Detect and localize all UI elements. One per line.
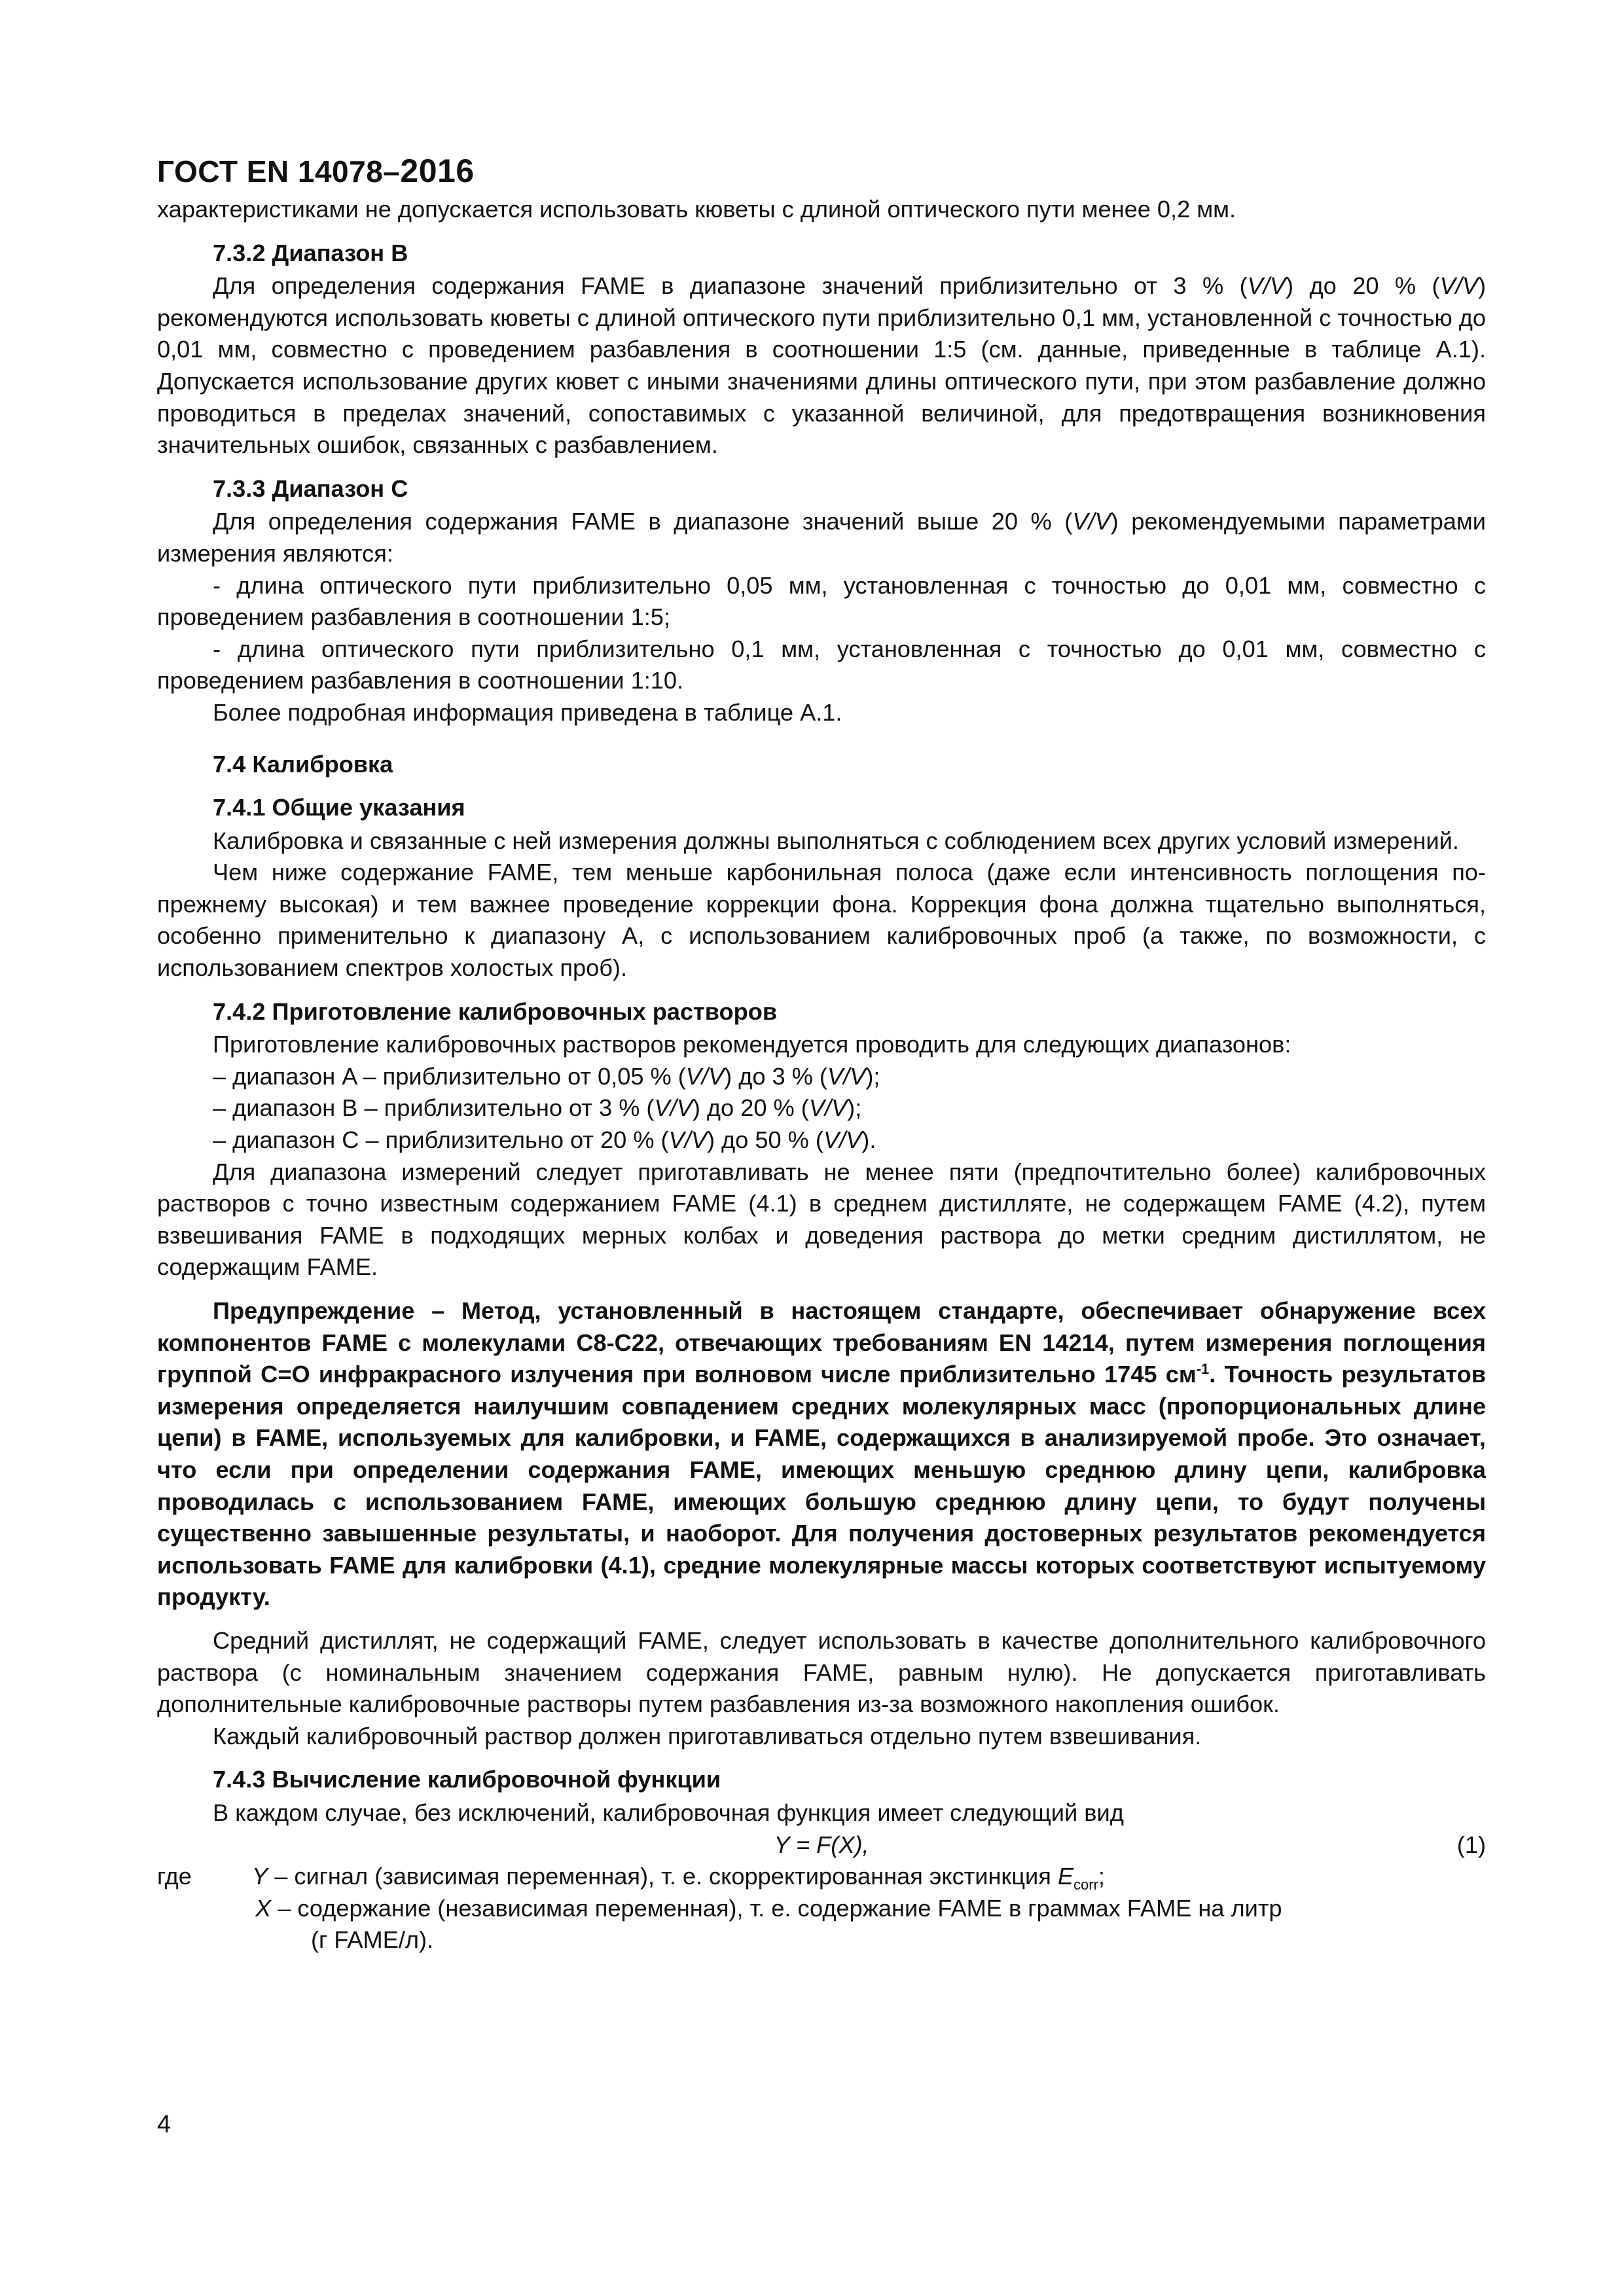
formula-expression: Y = F(X),: [774, 1831, 869, 1858]
formula-number: (1): [1456, 1831, 1486, 1858]
document-header: [157, 152, 475, 190]
unit-vv: V/V: [808, 1094, 848, 1122]
legend-y-e: E: [1057, 1863, 1074, 1890]
legend-y-sub: corr: [1074, 1876, 1098, 1893]
unit-vv: V/V: [654, 1094, 693, 1122]
legend-x-continuation: (г FAME/л).: [311, 1926, 434, 1954]
unit-vv: V/V: [1247, 272, 1286, 300]
legend-row-y: [157, 1861, 1486, 1893]
formula-legend: [157, 1861, 1486, 1956]
unit-vv: V/V: [827, 1062, 866, 1090]
paragraph-7-4-1-b: Чем ниже содержание FAME, тем меньше карбонильная полоса (даже если интенсивность поглощения по-прежнему высокая) и тем важнее проведение коррекции фона. Коррекция фона должна тщательно выполняться, особенно применительно к диапазону A, с использованием калибровочных проб (а также, по возможности, с использованием спектров холостых проб).: [157, 859, 1486, 982]
doc-year: 2016: [400, 152, 475, 189]
list-item-range-b: – диапазон B – приблизительно от 3 % (V/V) до 20 % (V/V);: [213, 1094, 862, 1122]
warning-text-start: Предупреждение – Метод, установленный в настоящем стандарте, обеспечивает обнаружение всех компонентов FAME с молекулами C8-C22, отвечающих требованиям EN 14214, путем измерения поглощения группой C=O инфракрасного излучения при волновом числе приблизительно 1745 см: [157, 1297, 1486, 1388]
unit-vv: V/V: [823, 1126, 862, 1154]
warning-text-end: . Точность результатов измерения определяется наилучшим совпадением средних молекулярных масс (пропорциональных длине цепи) в FAME, используемых для калибровки, и FAME, содержащихся в анализируемой пробе. Это означает, что если при определении содержания FAME, имеющих меньшую среднюю длину цепи, калибровка проводилась с использованием FAME, имеющих большую среднюю длину цепи, то будут получены существенно завышенные результаты, и наоборот. Для получения достоверных результатов рекомендуется использовать FAME для калибровки (4.1), средние молекулярные массы которых соответствуют испытуемому продукту.: [157, 1361, 1486, 1611]
warning-paragraph: [157, 1295, 1486, 1613]
legend-y-text: – сигнал (зависимая переменная), т. е. скорректированная экстинкция: [268, 1863, 1058, 1890]
legend-where-word: где: [157, 1863, 192, 1890]
document-body: [157, 194, 1486, 1956]
page-number: 4: [157, 2111, 171, 2138]
section-heading-7-4-2: 7.4.2 Приготовление калибровочных растворов: [213, 997, 778, 1025]
paragraph-7-3-2: Для определения содержания FAME в диапазоне значений приблизительно от 3 % (V/V) до 20 % (V/V) рекомендуются использовать кюветы с длиной оптического пути приблизительно 0,1 мм, установленной с точностью до 0,01 мм, совместно с проведением разбавления в соотношении 1:5 (см. данные, приведенные в таблице A.1). Допускается использование других кювет с иными значениями длины оптического пути, при этом разбавление должно проводиться в пределах значений, сопоставимых с указанной величиной, для предотвращения возникновения значительных ошибок, связанных с разбавлением.: [157, 272, 1486, 459]
section-heading-7-3-2: 7.3.2 Диапазон B: [213, 239, 408, 266]
warning-superscript: -1: [1196, 1361, 1210, 1378]
paragraph-7-4-2-intro: Приготовление калибровочных растворов рекомендуется проводить для следующих диапазонов:: [213, 1031, 1291, 1058]
paragraph-7-4-2-blank: Средний дистиллят, не содержащий FAME, следует использовать в качестве дополнительного калибровочного раствора (с номинальным значением содержания FAME, равным нулю). Не допускается приготавливать дополнительные калибровочные растворы путем разбавления из-за возможного накопления ошибок.: [157, 1626, 1486, 1718]
formula-1: [157, 1829, 1486, 1861]
list-item-range-a: – диапазон A – приблизительно от 0,05 % (V/V) до 3 % (V/V);: [213, 1062, 880, 1090]
list-item-range-c: – диапазон C – приблизительно от 20 % (V/V) до 50 % (V/V).: [213, 1126, 876, 1154]
unit-vv: V/V: [685, 1062, 725, 1090]
section-heading-7-4: 7.4 Калибровка: [213, 750, 393, 778]
paragraph-7-4-2-prep: Для диапазона измерений следует приготавливать не менее пяти (предпочтительно более) калибровочных растворов с точно известным содержанием FAME (4.1) в среднем дистилляте, не содержащем FAME (4.2), путем взвешивания FAME в подходящих мерных колбах и доведения раствора до метки средним дистиллятом, не содержащим FAME.: [157, 1158, 1486, 1281]
section-heading-7-3-3: 7.3.3 Диапазон C: [213, 475, 408, 502]
paragraph-7-4-2-weigh: Каждый калибровочный раствор должен приготавливаться отдельно путем взвешивания.: [213, 1722, 1202, 1749]
unit-vv: V/V: [1439, 272, 1478, 300]
legend-row-x: [157, 1893, 1486, 1956]
legend-x-symbol: X: [255, 1894, 272, 1922]
paragraph-7-4-3: В каждом случае, без исключений, калибровочная функция имеет следующий вид: [213, 1799, 1124, 1826]
unit-vv: V/V: [1072, 508, 1111, 535]
doc-code: ГОСТ EN 14078–: [157, 154, 401, 188]
paragraph-7-3-3-note: Более подробная информация приведена в таблице A.1.: [213, 698, 842, 726]
legend-y-symbol: Y: [252, 1863, 268, 1890]
legend-x-text: – содержание (независимая переменная), т. е. содержание FAME в граммах FAME на литр: [271, 1894, 1282, 1922]
section-heading-7-4-1: 7.4.1 Общие указания: [213, 794, 465, 821]
paragraph-7-4-1-a: Калибровка и связанные с ней измерения должны выполняться с соблюдением всех других условий измерений.: [213, 827, 1459, 854]
list-item-7-3-3-a: - длина оптического пути приблизительно 0,05 мм, установленная с точностью до 0,01 мм, совместно с проведением разбавления в соотношении 1:5;: [157, 571, 1486, 631]
legend-y-end: ;: [1098, 1863, 1105, 1890]
section-heading-7-4-3: 7.4.3 Вычисление калибровочной функции: [213, 1766, 721, 1793]
paragraph-continuation: характеристиками не допускается использовать кюветы с длиной оптического пути менее 0,2 мм.: [157, 196, 1236, 223]
paragraph-7-3-3-intro: Для определения содержания FAME в диапазоне значений выше 20 % (V/V) рекомендуемыми параметрами измерения являются:: [157, 508, 1486, 567]
list-item-7-3-3-b: - длина оптического пути приблизительно 0,1 мм, установленная с точностью до 0,01 мм, совместно с проведением разбавления в соотношении 1:10.: [157, 635, 1486, 694]
unit-vv: V/V: [668, 1126, 707, 1154]
